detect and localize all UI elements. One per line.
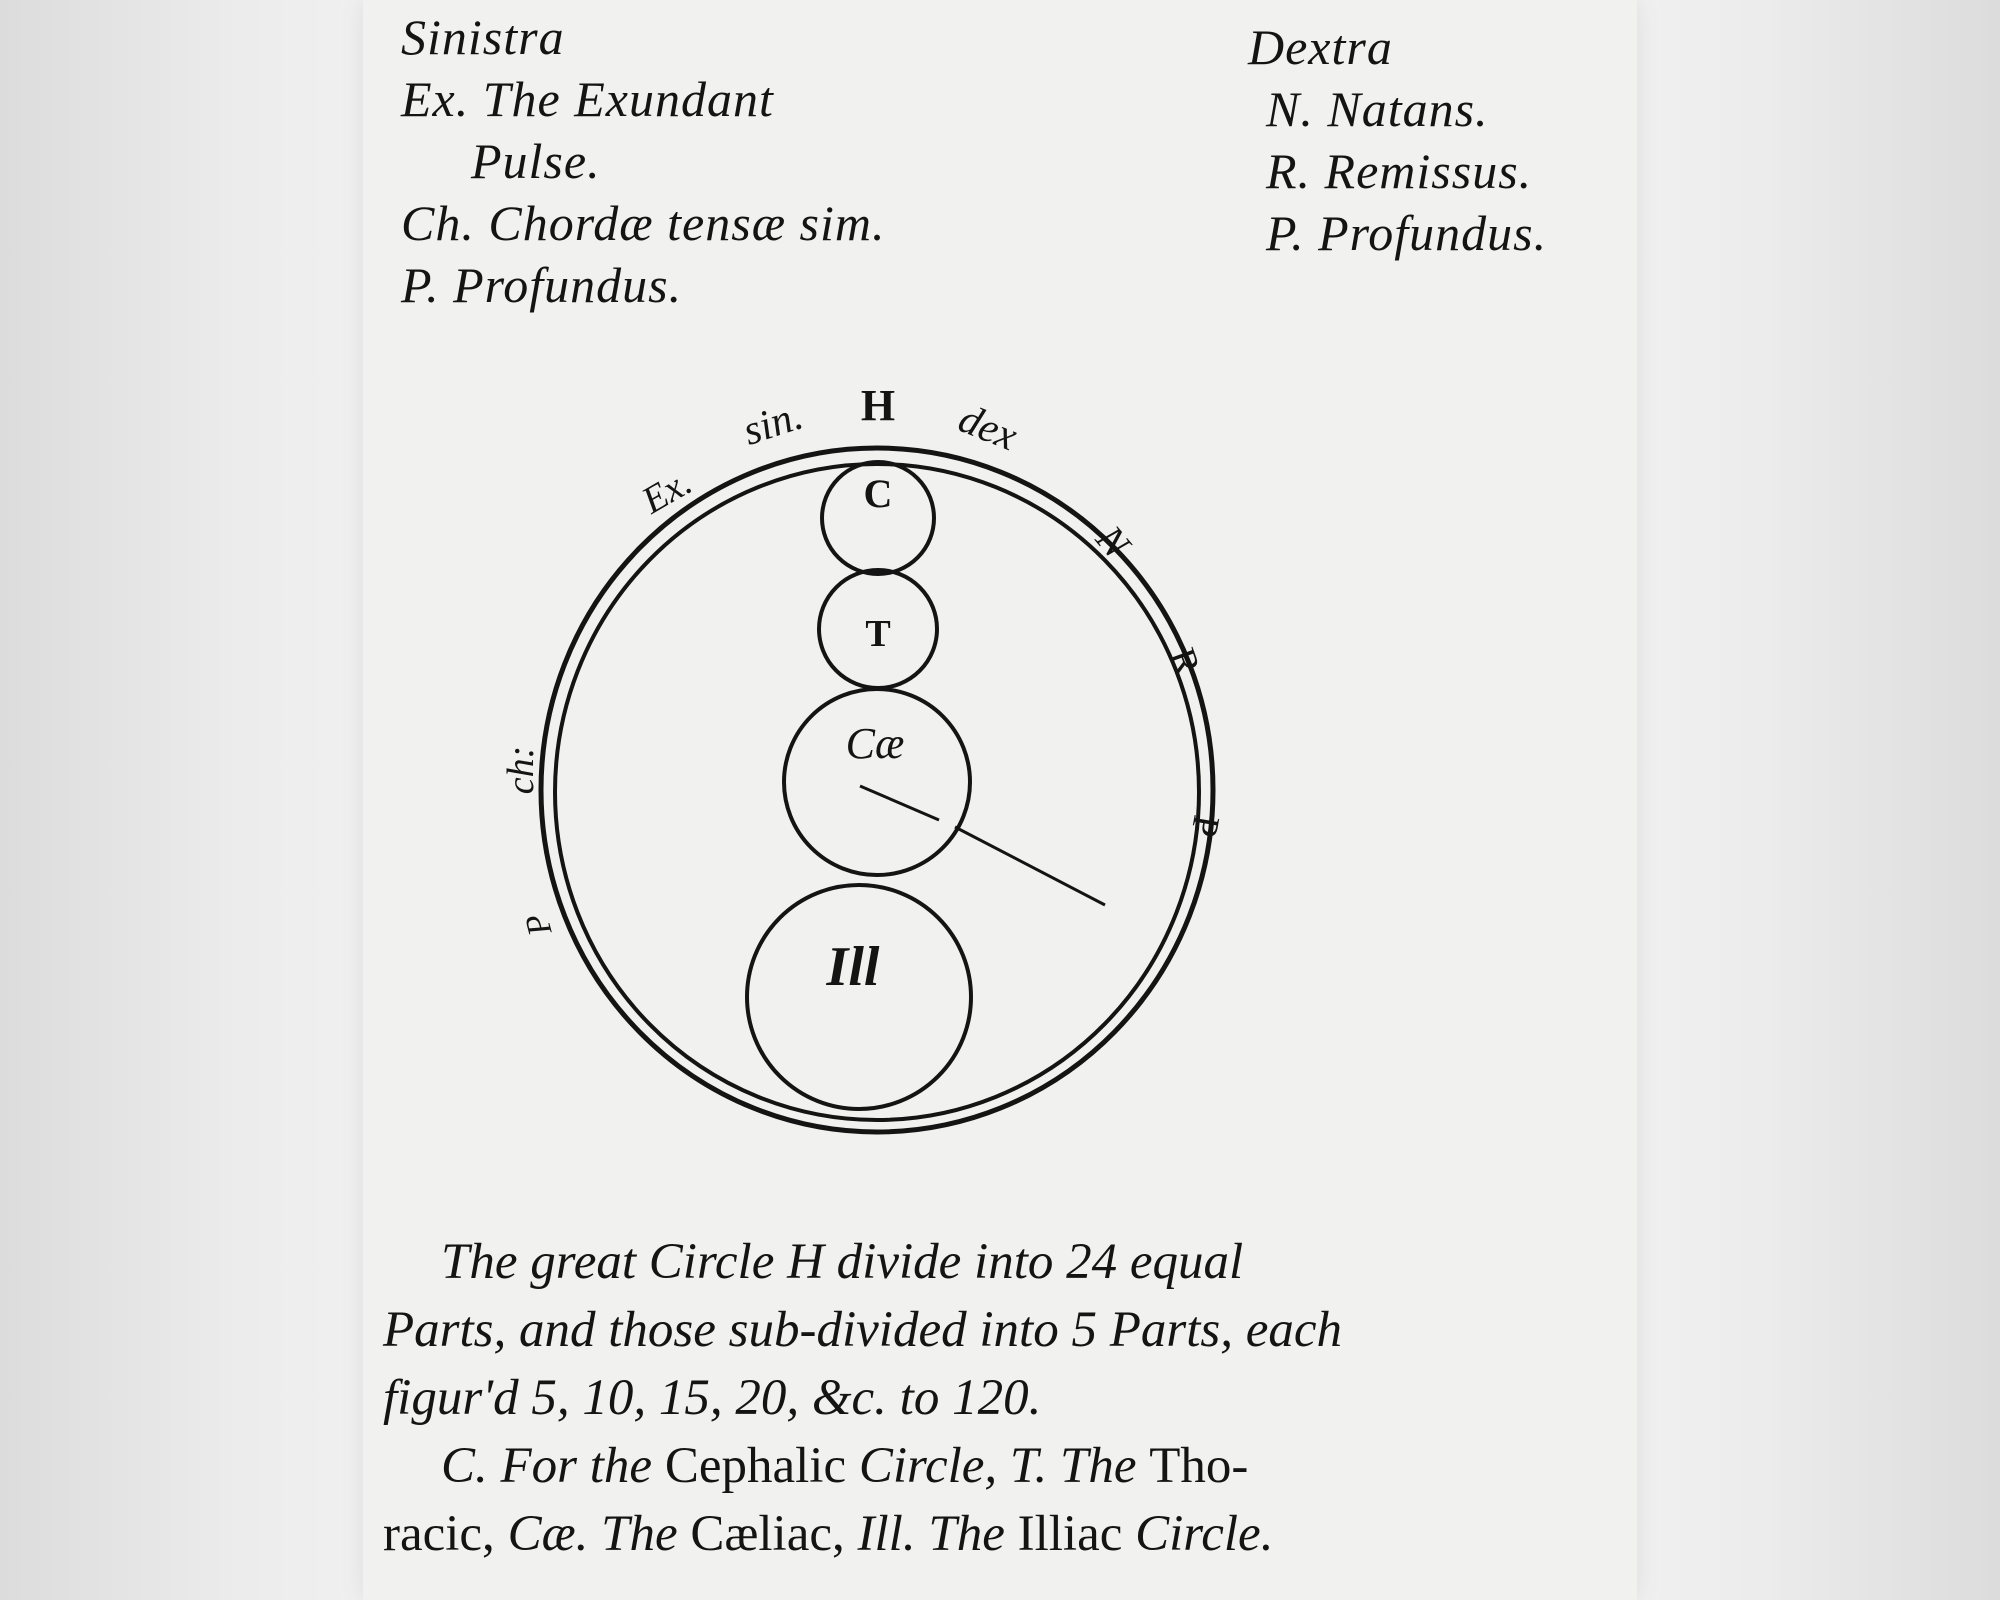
legend-sinistra-title: Sinistra <box>401 9 565 65</box>
label-ch: ch: <box>500 745 542 795</box>
caption-line-4 <box>383 1432 1618 1500</box>
caption-l4-b: Cephalic <box>664 1438 859 1494</box>
radius-line-outer <box>955 827 1105 905</box>
label-sin: sin. <box>737 392 809 455</box>
label-ill: Ill <box>826 936 880 998</box>
legend-dextra <box>1248 16 1547 264</box>
label-r: R <box>1160 642 1209 681</box>
caption-line-1: The great Circle H divide into 24 equal <box>441 1234 1244 1290</box>
caption-l5-e: Illiac <box>1017 1506 1136 1562</box>
radius-line-inner <box>860 786 939 820</box>
label-dex: dex <box>952 395 1024 461</box>
legend-dextra-n: N. Natans. <box>1266 81 1489 137</box>
caption-l5-a: racic, <box>383 1506 508 1562</box>
label-n: N <box>1087 516 1140 567</box>
pulse-circle-diagram <box>363 350 1637 1210</box>
legend-sinistra <box>401 6 886 316</box>
caption-line-2: Parts, and those sub-divided into 5 Parts, each <box>383 1302 1342 1358</box>
caption-l4-c: Circle, T. The <box>858 1438 1150 1494</box>
caption-l4-a: C. For the <box>441 1438 665 1494</box>
scanned-page <box>363 0 1637 1600</box>
caption-line-3: figur'd 5, 10, 15, 20, &c. to 120. <box>383 1370 1042 1426</box>
legend-dextra-title: Dextra <box>1248 19 1393 75</box>
caption-l5-d: Ill. The <box>857 1506 1018 1562</box>
diagram-caption <box>383 1228 1618 1568</box>
legend-sinistra-pulse: Pulse. <box>471 133 601 189</box>
caption-l5-c: Cæliac, <box>690 1506 858 1562</box>
caption-line-5 <box>383 1500 1618 1568</box>
label-p-right: P <box>1182 812 1228 841</box>
label-c: C <box>863 471 893 516</box>
legend-sinistra-ch: Ch. Chordæ tensæ sim. <box>401 195 886 251</box>
label-cae: Cæ <box>845 719 905 768</box>
caption-l5-f: Circle. <box>1135 1506 1274 1562</box>
legend-dextra-r: R. Remissus. <box>1266 143 1533 199</box>
label-h: H <box>860 381 896 430</box>
legend-dextra-p: P. Profundus. <box>1266 205 1548 261</box>
caption-l5-b: Cæ. The <box>507 1506 691 1562</box>
caeliac-circle <box>784 689 970 875</box>
legend-sinistra-ex: Ex. The Exundant <box>401 71 774 127</box>
label-ex: Ex. <box>635 461 699 523</box>
label-t: T <box>865 613 891 655</box>
caption-l4-d: Tho- <box>1149 1438 1249 1494</box>
legend-sinistra-p: P. Profundus. <box>401 257 683 313</box>
label-p-left: P <box>518 909 560 940</box>
